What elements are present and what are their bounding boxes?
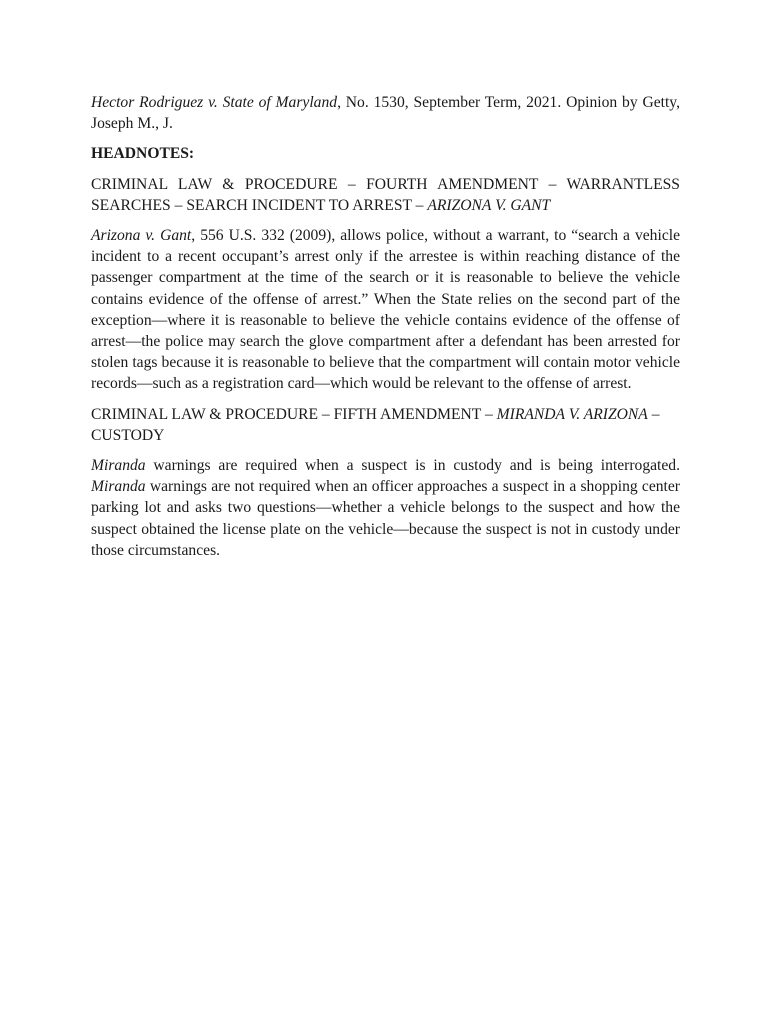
- section1-body: [91, 225, 680, 395]
- section2-body-text-2: warnings are not required when an officer approaches a suspect in a shopping center parking lot and asks two questions—whether a vehicle belongs to the suspect and how the suspect obtained the license plate on the vehicle—because the suspect is not in custody under those circumstances.: [91, 478, 680, 559]
- section2-topic-prefix: CRIMINAL LAW & PROCEDURE – FIFTH AMENDMENT –: [91, 405, 497, 423]
- section2-topic: [91, 404, 680, 446]
- section1-body-text: , 556 U.S. 332 (2009), allows police, without a warrant, to “search a vehicle incident to a recent occupant’s arrest only if the arrestee is within reaching distance of the passenger compartment at the time of the search or it is reasonable to believe the vehicle contains evidence of the offense of arrest.” When the State relies on the second part of the exception—where it is reasonable to believe the vehicle contains evidence of the offense of arrest—the police may search the glove compartment after a defendant has been arrested for stolen tags because it is reasonable to believe that the compartment will contain motor vehicle records—such as a registration card—which would be relevant to the offense of arrest.: [91, 227, 680, 393]
- case-details: , No. 1530, September Term, 2021. Opinion by Getty, Joseph M., J.: [91, 94, 680, 133]
- section2-body-case-1: Miranda: [91, 457, 146, 475]
- section2-body-text-1: warnings are required when a suspect is in custody and is being interrogated.: [145, 457, 680, 475]
- section1-topic: [91, 174, 680, 216]
- section2-body: [91, 455, 680, 561]
- section2-body-case-2: Miranda: [91, 478, 146, 496]
- headnotes-heading: HEADNOTES:: [91, 145, 195, 163]
- section1-topic-prefix: CRIMINAL LAW & PROCEDURE – FOURTH AMENDMENT – WARRANTLESS SEARCHES – SEARCH INCIDENT TO ARREST –: [91, 175, 680, 214]
- section1-body-case: Arizona v. Gant: [91, 227, 192, 245]
- case-caption: [91, 92, 680, 134]
- section2-topic-suffix: – CUSTODY: [91, 405, 660, 444]
- opinion-page: [91, 92, 680, 570]
- section2-topic-case: MIRANDA V. ARIZONA: [496, 405, 648, 423]
- section1-topic-case: ARIZONA V. GANT: [427, 196, 551, 214]
- case-name: Hector Rodriguez v. State of Maryland: [91, 94, 338, 111]
